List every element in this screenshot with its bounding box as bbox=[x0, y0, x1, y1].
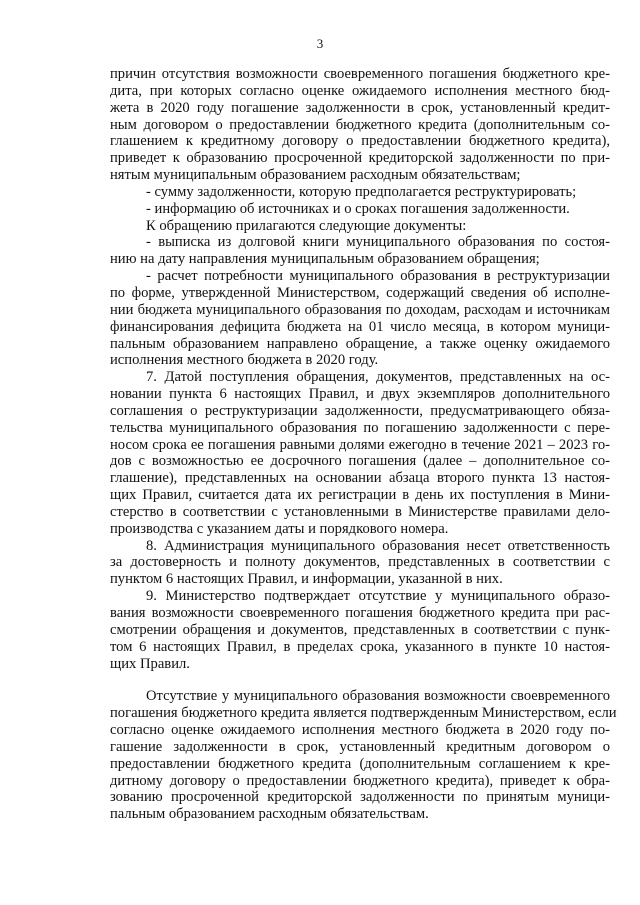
text-line: щих Правил. bbox=[110, 655, 190, 672]
text-line: пальным образованием расходным обязательствам. bbox=[110, 806, 429, 823]
paragraph bbox=[110, 588, 610, 672]
text-line: производства с указанием даты и порядкового номера. bbox=[110, 520, 449, 537]
text-line: за достоверность и полноту документов, представленных в соответствии с bbox=[110, 554, 610, 571]
paragraph bbox=[110, 369, 610, 537]
paragraph bbox=[110, 218, 610, 235]
paragraph bbox=[110, 268, 610, 369]
paragraph bbox=[110, 538, 610, 589]
text-line: тельства муниципального образования по погашению задолженности с пере- bbox=[110, 419, 610, 436]
text-line: стерство в соответствии с установленными в Министерстве правилами дело- bbox=[110, 503, 610, 520]
text-line: погашения бюджетного кредита является подтвержденным Министерством, если bbox=[110, 705, 617, 722]
text-line: соглашения о реструктуризации задолженности, предусматривающего обяза- bbox=[110, 402, 610, 419]
text-line: пунктом 6 настоящих Правил, и информации, указанной в них. bbox=[110, 571, 503, 588]
text-line: щих Правил, считается дата их регистрации в день их поступления в Мини- bbox=[110, 487, 610, 504]
text-line: исполнения местного бюджета в 2020 году. bbox=[110, 352, 379, 369]
text-line: пальным образованием направлено обращение, а также оценку ожидаемого bbox=[110, 335, 610, 352]
text-line: новании пункта 6 настоящих Правил, и двух экземпляров дополнительного bbox=[110, 386, 610, 403]
text-line: дита, при которых согласно оценке ожидаемого исполнения местного бюд- bbox=[110, 82, 610, 99]
text-line: глашением к кредитному договору о предоставлении бюджетного кредита), bbox=[110, 133, 610, 150]
text-line: - сумму задолженности, которую предполагается реструктурировать; bbox=[146, 183, 577, 200]
text-line: том 6 настоящих Правил, в пределах срока, указанного в пункте 10 настоя- bbox=[110, 638, 610, 655]
text-line: вания возможности своевременного погашения бюджетного кредита при рас- bbox=[110, 605, 610, 621]
paragraph bbox=[110, 688, 617, 823]
text-line: 9. Министерство подтверждает отсутствие у муниципального образо- bbox=[146, 588, 610, 605]
text-line: ным договором о предоставлении бюджетного кредита (дополнительным со- bbox=[110, 116, 610, 133]
text-line: жета в 2020 году погашение задолженности в срок, установленный кредит- bbox=[110, 99, 610, 116]
paragraph bbox=[110, 184, 610, 201]
paragraph bbox=[110, 234, 610, 268]
text-line: нию на дату направления муниципальным образованием обращения; bbox=[110, 251, 540, 268]
text-line: К обращению прилагаются следующие документы: bbox=[146, 217, 467, 234]
text-line: смотрении обращения и документов, представленных в соответствии с пунк- bbox=[110, 621, 610, 638]
text-line: причин отсутствия возможности своевременного погашения бюджетного кре- bbox=[110, 66, 610, 82]
text-line: финансирования дефицита бюджета на 01 число месяца, в котором муници- bbox=[110, 318, 610, 335]
text-line: - расчет потребности муниципального образования в реструктуризации bbox=[146, 268, 610, 285]
text-line: зованию просроченной кредиторской задолженности по принятым муници- bbox=[110, 789, 610, 806]
paragraph bbox=[110, 201, 610, 218]
text-line: нии бюджета муниципального образования по доходам, расходам и источникам bbox=[110, 301, 610, 318]
document-body bbox=[110, 66, 617, 823]
text-line: носом срока ее погашения равными долями ежегодно в течение 2021 – 2023 го- bbox=[110, 436, 610, 453]
text-line: гашение задолженности в срок, установленный кредитным договором о bbox=[110, 738, 610, 755]
text-line: нятым муниципальным образованием расходным обязательствам; bbox=[110, 167, 521, 184]
text-line: предоставлении бюджетного кредита (дополнительным соглашением к кре- bbox=[110, 755, 610, 772]
text-line: 7. Датой поступления обращения, документов, представленных на ос- bbox=[146, 369, 610, 386]
text-line: дов с возможностью ее досрочного погашения (далее – дополнительное со- bbox=[110, 453, 610, 470]
text-line: - информацию об источниках и о сроках погашения задолженности. bbox=[146, 200, 570, 217]
text-line: по форме, утвержденной Министерством, содержащий сведения об исполне- bbox=[110, 284, 610, 301]
text-line: согласно оценке ожидаемого исполнения местного бюджета в 2020 году по- bbox=[110, 722, 610, 739]
paragraph bbox=[110, 66, 610, 184]
text-line: 8. Администрация муниципального образования несет ответственность bbox=[146, 537, 610, 554]
text-line: приведет к образованию просроченной кредиторской задолженности по при- bbox=[110, 150, 610, 167]
text-line: дитному договору о предоставлении бюджетного кредита), приведет к обра- bbox=[110, 772, 610, 789]
text-line: - выписка из долговой книги муниципального образования по состоя- bbox=[146, 234, 610, 251]
page-number: 3 bbox=[316, 36, 324, 51]
text-line: глашение), представленных на основании абзаца второго пункта 13 настоя- bbox=[110, 470, 610, 487]
text-line: Отсутствие у муниципального образования возможности своевременного bbox=[146, 688, 610, 705]
